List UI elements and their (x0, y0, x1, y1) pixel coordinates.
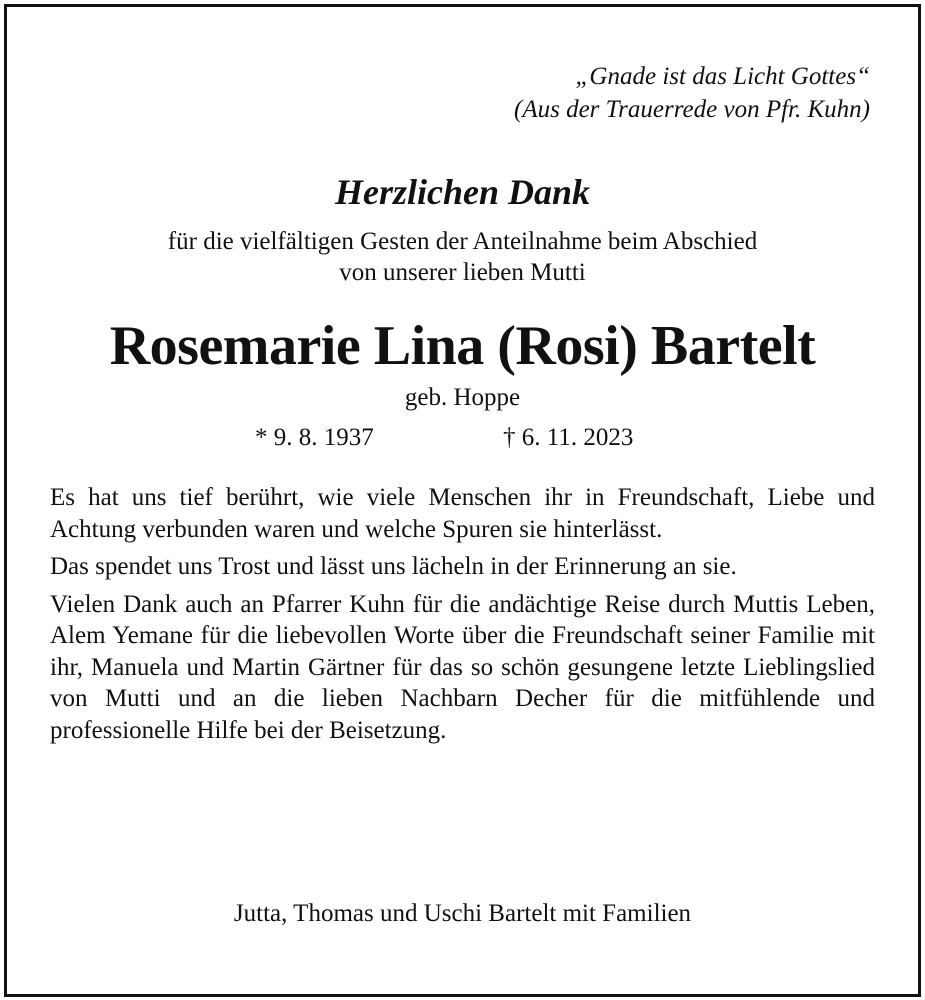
death-date: † 6. 11. 2023 (503, 424, 634, 451)
message-paragraph-3: Vielen Dank auch an Pfarrer Kuhn für die andächtige Reise durch Muttis Leben, Alem Yemane für die liebevollen Worte über die Freundschaft seiner Familie mit ihr, Manuela und Martin Gärtner für das so schön gesungene letzte Lieblingslied von Mutti und an die lieben Nachbarn Decher für die mitfühlende und professionelle Hilfe bei der Beisetzung. (50, 590, 875, 744)
birth-date: * 9. 8. 1937 (255, 424, 374, 451)
intro-line-2: von unserer lieben Mutti (339, 259, 586, 286)
message-paragraph-2: Das spendet uns Trost und lässt uns lächeln in der Erinnerung an sie. (50, 553, 737, 580)
family-signature: Jutta, Thomas und Uschi Bartelt mit Familien (233, 900, 692, 927)
epigraph-quote (380, 60, 870, 126)
quote-text: „Gnade ist das Licht Gottes“ (575, 63, 870, 90)
intro-text (0, 226, 925, 288)
birth-name: geb. Hoppe (404, 384, 521, 411)
thank-you-message (50, 482, 875, 752)
message-paragraph-1: Es hat uns tief berührt, wie viele Menschen ihr in Freundschaft, Liebe und Achtung verbunden waren und welche Spuren sie hinterlässt. (50, 484, 875, 543)
intro-line-1: für die vielfältigen Gesten der Anteilnahme beim Abschied (167, 228, 758, 255)
quote-source: (Aus der Trauerrede von Pfr. Kuhn) (514, 96, 870, 123)
deceased-name: Rosemarie Lina (Rosi) Bartelt (109, 315, 816, 377)
thank-you-heading: Herzlichen Dank (334, 172, 591, 212)
